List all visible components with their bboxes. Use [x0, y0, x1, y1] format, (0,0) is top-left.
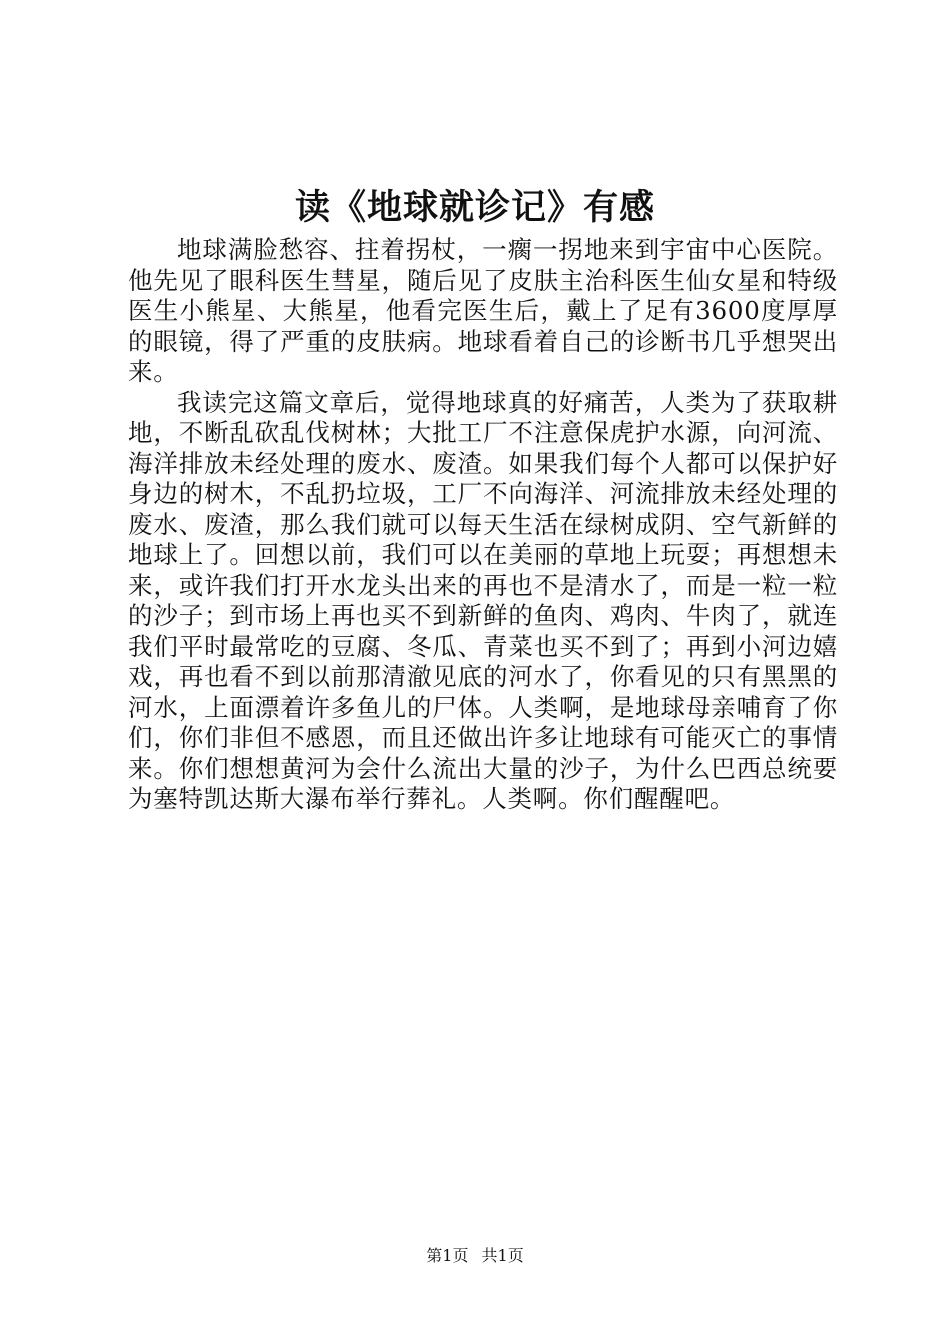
page-number: 第1页 — [426, 1246, 469, 1265]
document-body — [128, 235, 838, 815]
paragraph-2: 我读完这篇文章后，觉得地球真的好痛苦，人类为了获取耕地，不断乱砍乱伐树林；大批工厂不注意保虎护水源，向河流、海洋排放未经处理的废水、废渣。如果我们每个人都可以保护好身边的树木，不乱扔垃圾，工厂不向海洋、河流排放未经处理的废水、废渣，那么我们就可以每天生活在绿树成阴、空气新鲜的地球上了。回想以前，我们可以在美丽的草地上玩耍；再想想未来，或许我们打开水龙头出来的再也不是清水了，而是一粒一粒的沙子；到市场上再也买不到新鲜的鱼肉、鸡肉、牛肉了，就连我们平时最常吃的豆腐、冬瓜、青菜也买不到了；再到小河边嬉戏，再也看不到以前那清澈见底的河水了，你看见的只有黑黑的河水，上面漂着许多鱼儿的尸体。人类啊，是地球母亲哺育了你们，你们非但不感恩，而且还做出许多让地球有可能灭亡的事情来。你们想想黄河为会什么流出大量的沙子，为什么巴西总统要为塞特凯达斯大瀑布举行葬礼。人类啊。你们醒醒吧。 — [128, 387, 838, 813]
document-title: 读《地球就诊记》有感 — [294, 187, 655, 228]
page-total: 共1页 — [481, 1246, 524, 1265]
paragraph-1: 地球满脸愁容、拄着拐杖，一瘸一拐地来到宇宙中心医院。他先见了眼科医生彗星，随后见了皮肤主治科医生仙女星和特级医生小熊星、大熊星，他看完医生后，戴上了足有3600度厚厚的眼镜，得了严重的皮肤病。地球看着自己的诊断书几乎想哭出来。 — [128, 235, 838, 386]
page-footer — [0, 1244, 950, 1268]
